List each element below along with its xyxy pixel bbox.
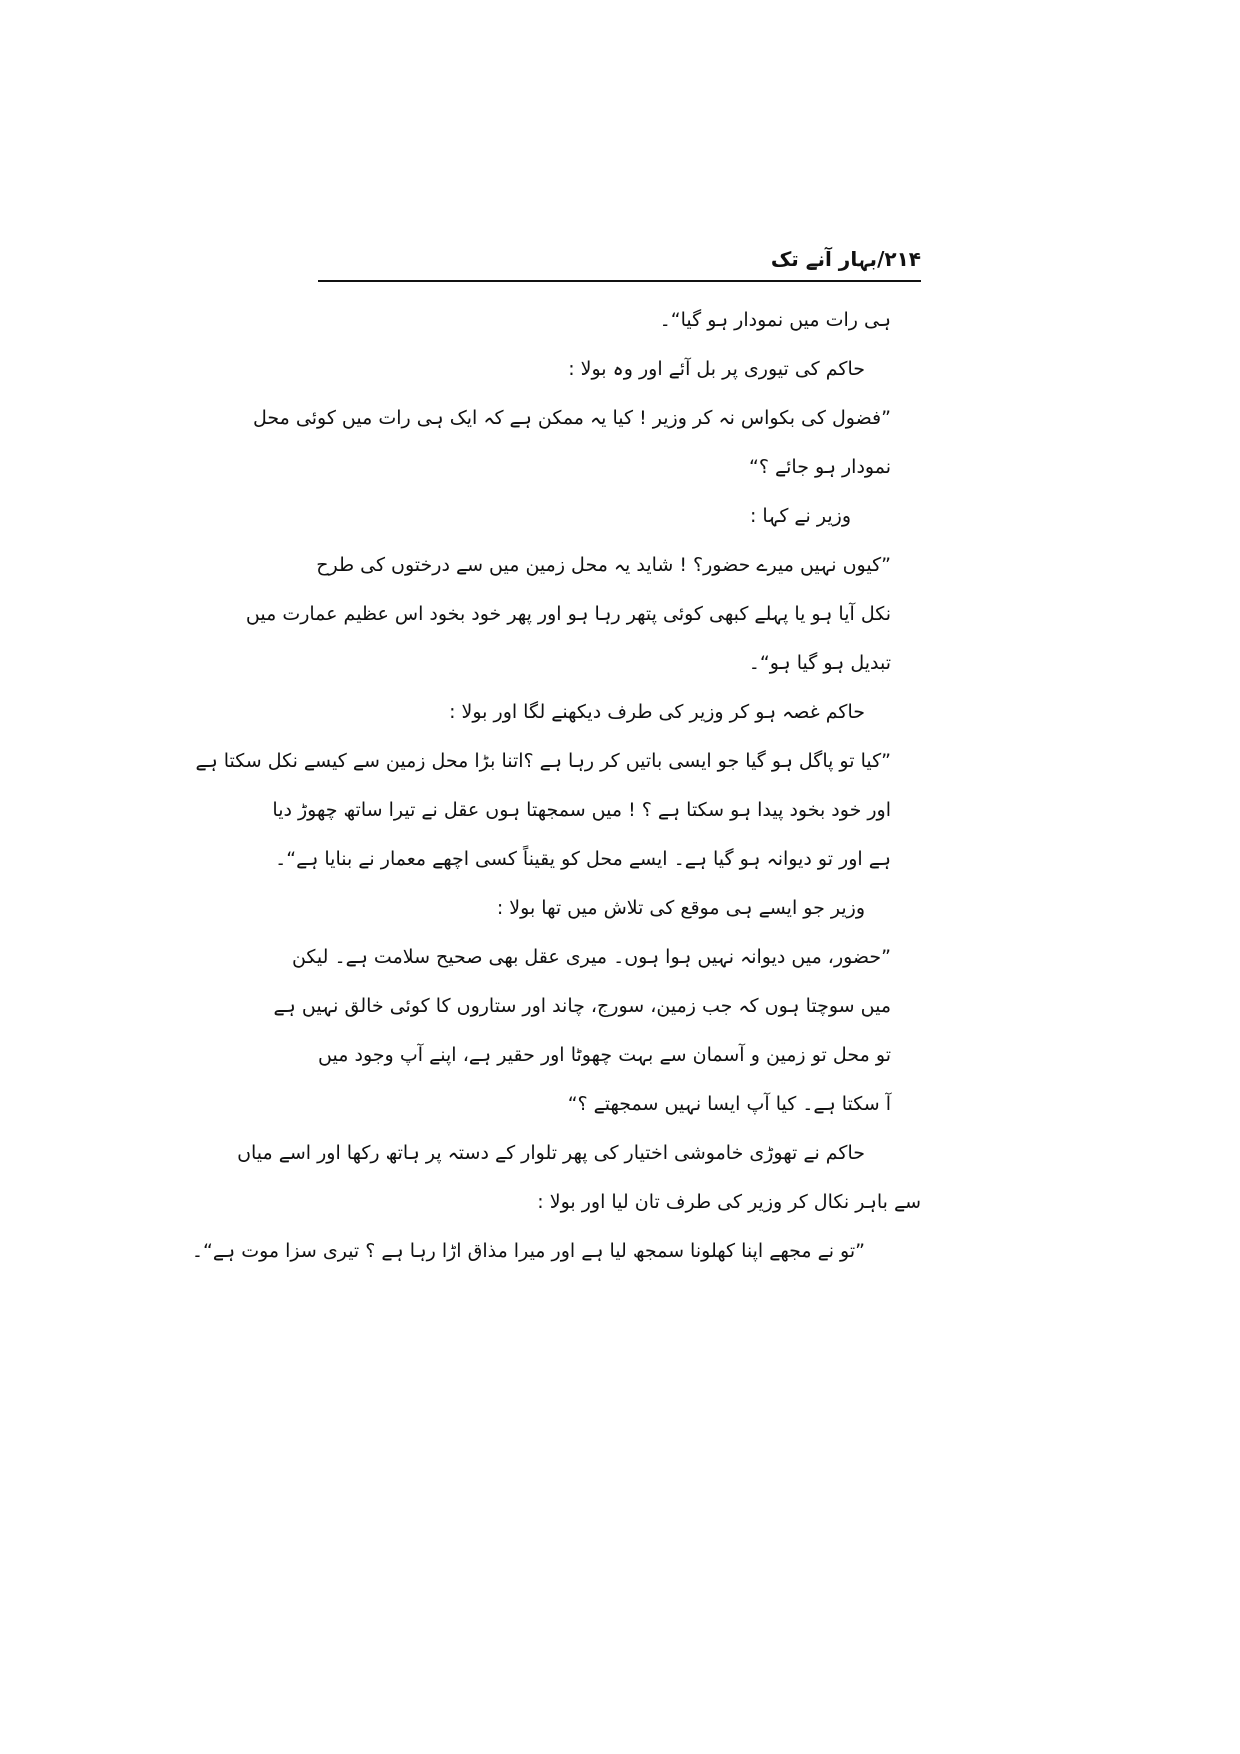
text-line: ”فضول کی بکواس نہ کر وزیر ! کیا یہ ممکن ہے کہ ایک ہی رات میں کوئی محل bbox=[253, 407, 891, 429]
text-line: ہی رات میں نمودار ہو گیا“۔ bbox=[659, 309, 891, 331]
text-line: سے باہر نکال کر وزیر کی طرف تان لیا اور بولا : bbox=[537, 1191, 921, 1213]
text-line: حاکم کی تیوری پر بل آئے اور وہ بولا : bbox=[568, 358, 865, 380]
text-line: میں سوچتا ہوں کہ جب زمین، سورج، چاند اور ستاروں کا کوئی خالق نہیں ہے bbox=[273, 995, 891, 1017]
text-line: نمودار ہو جائے ؟“ bbox=[749, 456, 891, 478]
text-line: ”تو نے مجھے اپنا کھلونا سمجھ لیا ہے اور میرا مذاق اڑا رہا ہے ؟ تیری سزا موت ہے“۔ bbox=[191, 1240, 865, 1262]
text-line: ”حضور، میں دیوانہ نہیں ہوا ہوں۔ میری عقل بھی صحیح سلامت ہے۔ لیکن bbox=[291, 946, 891, 968]
text-line: حاکم غصہ ہو کر وزیر کی طرف دیکھنے لگا اور بولا : bbox=[449, 701, 865, 723]
text-line: وزیر جو ایسے ہی موقع کی تلاش میں تھا بولا : bbox=[496, 897, 865, 919]
running-head-text: ۲۱۴/بہار آنے تک bbox=[770, 247, 921, 271]
text-line: تو محل تو زمین و آسمان سے بہت چھوٹا اور حقیر ہے، اپنے آپ وجود میں bbox=[318, 1044, 891, 1066]
header-rule bbox=[318, 280, 921, 282]
text-line: اور خود بخود پیدا ہو سکتا ہے ؟ ! میں سمجھتا ہوں عقل نے تیرا ساتھ چھوڑ دیا bbox=[272, 799, 891, 821]
text-line: ہے اور تو دیوانہ ہو گیا ہے۔ ایسے محل کو یقیناً کسی اچھے معمار نے بنایا ہے“۔ bbox=[275, 848, 891, 870]
text-line: آ سکتا ہے۔ کیا آپ ایسا نہیں سمجھتے ؟“ bbox=[567, 1093, 891, 1115]
text-line: حاکم نے تھوڑی خاموشی اختیار کی پھر تلوار کے دستہ پر ہاتھ رکھا اور اسے میاں bbox=[237, 1142, 865, 1164]
running-header bbox=[318, 244, 921, 278]
body-text bbox=[191, 296, 921, 1276]
text-line: وزیر نے کہا : bbox=[749, 505, 851, 527]
text-line: نکل آیا ہو یا پہلے کبھی کوئی پتھر رہا ہو اور پھر خود بخود اس عظیم عمارت میں bbox=[245, 603, 891, 625]
text-line: ”کیا تو پاگل ہو گیا جو ایسی باتیں کر رہا ہے ؟اتنا بڑا محل زمین سے کیسے نکل سکتا ہے bbox=[195, 750, 891, 772]
text-line: تبدیل ہو گیا ہو“۔ bbox=[748, 652, 891, 674]
text-line: ”کیوں نہیں میرے حضور؟ ! شاید یہ محل زمین میں سے درختوں کی طرح bbox=[316, 554, 891, 576]
